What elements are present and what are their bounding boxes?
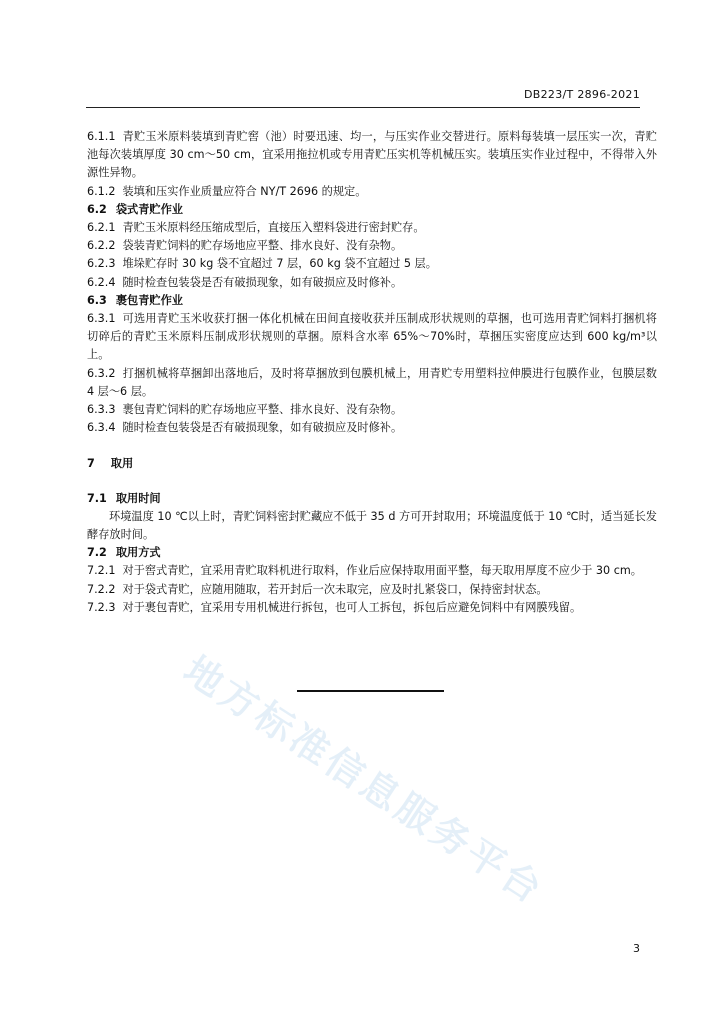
clause-text: 装填和压实作业质量应符合 NY/T 2696 的规定。 <box>122 184 367 198</box>
clause-paragraph <box>87 310 657 365</box>
clause-paragraph <box>87 237 657 255</box>
clause-paragraph <box>87 401 657 419</box>
body-paragraph <box>87 508 657 544</box>
clause-paragraph <box>87 219 657 237</box>
clause-text: 环境温度 10 ℃以上时，青贮饲料密封贮藏应不低于 35 d 方可开封取用；环境温度低于 10 ℃时，适当延长发酵存放时间。 <box>87 509 657 542</box>
clause-number: 6.3 <box>87 293 107 307</box>
clause-number: 6.3.3 <box>87 403 116 417</box>
clause-number: 6.1.2 <box>87 184 116 198</box>
subsection-heading <box>87 544 657 562</box>
document-body <box>87 128 657 617</box>
clause-text: 堆垛贮存时 30 kg 袋不宜超过 7 层，60 kg 袋不宜超过 5 层。 <box>122 257 437 271</box>
subsection-heading <box>87 292 657 310</box>
clause-paragraph <box>87 419 657 437</box>
clause-number: 6.3.2 <box>87 366 116 380</box>
clause-number: 7.1 <box>87 491 107 505</box>
page-number: 3 <box>633 942 640 955</box>
header-rule <box>86 107 640 108</box>
clause-paragraph <box>87 599 657 617</box>
clause-paragraph <box>87 255 657 273</box>
clause-number: 6.2.1 <box>87 221 116 235</box>
section-heading <box>87 455 657 473</box>
clause-number: 6.3.4 <box>87 421 116 435</box>
clause-paragraph <box>87 581 657 599</box>
clause-text: 裹包青贮饲料的贮存场地应平整、排水良好、没有杂物。 <box>122 403 403 417</box>
clause-number: 6.2.2 <box>87 239 116 253</box>
clause-number: 6.1.1 <box>87 130 116 143</box>
clause-text: 对于裹包青贮，宜采用专用机械进行拆包，也可人工拆包，拆包后应避免饲料中有网膜残留。 <box>122 600 582 614</box>
end-rule <box>297 690 444 692</box>
clause-number: 7.2 <box>87 546 107 560</box>
clause-number: 7.2.3 <box>87 600 116 614</box>
clause-text: 随时检查包装袋是否有破损现象，如有破损应及时修补。 <box>122 275 403 289</box>
clause-text: 袋装青贮饲料的贮存场地应平整、排水良好、没有杂物。 <box>122 239 403 253</box>
clause-paragraph <box>87 183 657 201</box>
clause-number: 6.2 <box>87 202 107 216</box>
watermark: 地方标准信息服务平台 <box>176 647 553 914</box>
clause-number: 6.2.3 <box>87 257 116 271</box>
clause-number: 7.2.2 <box>87 582 116 596</box>
clause-paragraph <box>87 562 657 580</box>
clause-paragraph <box>87 274 657 292</box>
clause-paragraph <box>87 365 657 401</box>
clause-text: 取用 <box>110 457 134 471</box>
clause-number: 7 <box>87 457 95 471</box>
clause-text: 取用方式 <box>115 546 161 560</box>
clause-text: 袋式青贮作业 <box>115 202 183 216</box>
clause-number: 6.2.4 <box>87 275 116 289</box>
clause-text: 青贮玉米原料经压缩成型后，直接压入塑料袋进行密封贮存。 <box>122 221 425 235</box>
document-id: DB223/T 2896-2021 <box>524 88 640 101</box>
clause-text: 青贮玉米原料装填到青贮窖（池）时要迅速、均一，与压实作业交替进行。原料每装填一层压实一次，青贮池每次装填厚度 30 cm～50 cm，宜采用拖拉机或专用青贮压实机等机械压实。装填压实作业过程中，不得带入外源性异物。 <box>87 130 657 180</box>
subsection-heading <box>87 490 657 508</box>
clause-text: 打捆机械将草捆卸出落地后，及时将草捆放到包膜机械上，用青贮专用塑料拉伸膜进行包膜作业，包膜层数 4 层～6 层。 <box>87 366 657 398</box>
clause-text: 可选用青贮玉米收获打捆一体化机械在田间直接收获并压制成形状规则的草捆，也可选用青贮饲料打捆机将切碎后的青贮玉米原料压制成形状规则的草捆。原料含水率 65%～70%时，草捆压实密度应达到 600 kg/m³以上。 <box>87 312 657 362</box>
clause-text: 对于袋式青贮，应随用随取，若开封后一次未取完，应及时扎紧袋口，保持密封状态。 <box>122 582 548 596</box>
clause-text: 裹包青贮作业 <box>115 293 183 307</box>
clause-text: 对于窖式青贮，宜采用青贮取料机进行取料，作业后应保持取用面平整，每天取用厚度不应少于 30 cm。 <box>122 564 642 578</box>
clause-number: 7.2.1 <box>87 564 116 578</box>
subsection-heading <box>87 201 657 219</box>
clause-number: 6.3.1 <box>87 312 116 326</box>
clause-paragraph <box>87 128 657 183</box>
clause-text: 取用时间 <box>115 491 161 505</box>
clause-text: 随时检查包装袋是否有破损现象，如有破损应及时修补。 <box>122 421 403 435</box>
